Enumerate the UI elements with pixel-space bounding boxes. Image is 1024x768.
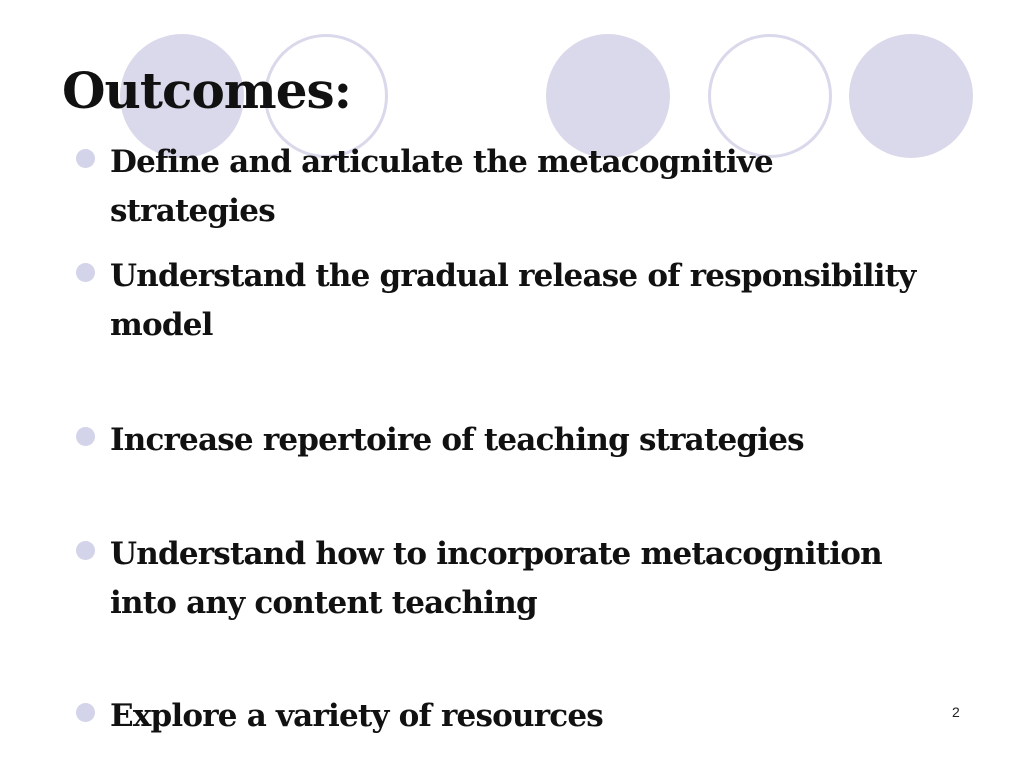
bullet-text: Increase repertoire of teaching strategies <box>110 422 804 458</box>
bullet-item <box>76 252 946 350</box>
page-number: 2 <box>952 704 960 720</box>
bullet-text: Explore a variety of resources <box>110 698 603 734</box>
bullet-dot-icon <box>76 427 95 446</box>
slide-title: Outcomes: <box>62 61 352 120</box>
bullet-text: Understand how to incorporate metacognition into any content teaching <box>110 536 882 621</box>
bullet-item <box>76 138 946 236</box>
bullet-text: Define and articulate the metacognitive strategies <box>110 144 773 229</box>
bullet-dot-icon <box>76 263 95 282</box>
bullet-item <box>76 530 946 628</box>
bullet-item <box>76 692 946 741</box>
bullet-dot-icon <box>76 541 95 560</box>
bullet-text: Understand the gradual release of responsibility model <box>110 258 916 343</box>
bullet-item <box>76 416 946 465</box>
bullet-dot-icon <box>76 703 95 722</box>
bullet-dot-icon <box>76 149 95 168</box>
